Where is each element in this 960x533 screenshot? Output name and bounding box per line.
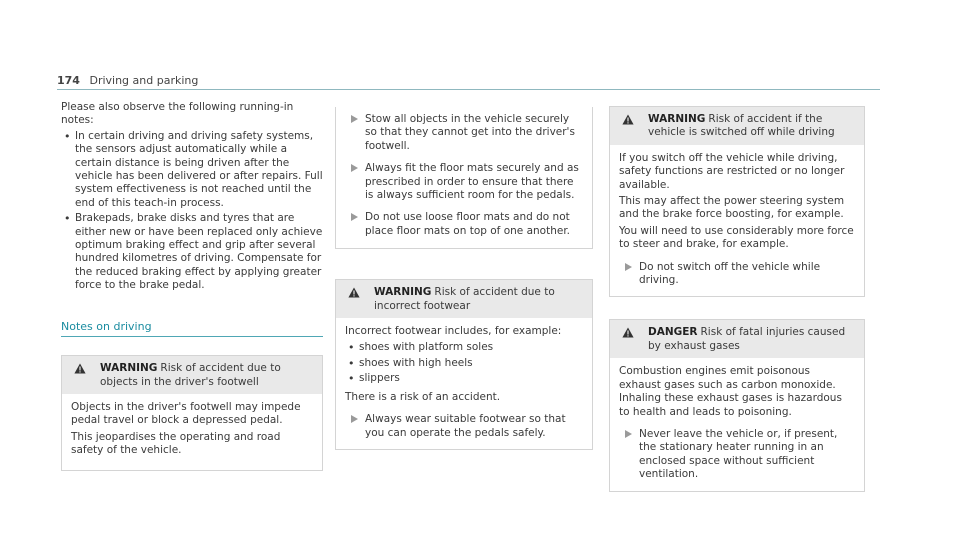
step-arrow-icon bbox=[351, 164, 358, 172]
warning-box-objects bbox=[61, 355, 323, 470]
step-arrow-icon bbox=[625, 263, 632, 271]
warning-paragraph: If you switch off the vehicle while driving, safety functions are restricted or no longer available. bbox=[619, 151, 845, 191]
warning-box-switch-off bbox=[609, 106, 865, 297]
warning-triangle-icon bbox=[74, 363, 86, 374]
warning-body bbox=[610, 145, 864, 297]
warning-paragraph: You will need to use considerably more force to steer and brake, for example. bbox=[619, 224, 854, 251]
warning-keyword: WARNING bbox=[100, 362, 158, 375]
warning-triangle-icon bbox=[622, 327, 634, 338]
instruction-step: Stow all objects in the vehicle securely so that they cannot get into the driver's footwell. bbox=[345, 113, 583, 153]
running-in-intro: Please also observe the following running-in notes: bbox=[61, 101, 294, 127]
warning-keyword: WARNING bbox=[648, 113, 706, 125]
warning-heading: Risk of accident due to incorrect footwear bbox=[374, 286, 555, 312]
warning-header bbox=[62, 356, 322, 394]
danger-paragraph: Combustion engines emit poisonous exhaust gases such as carbon monoxide. Inhaling these exhaust gases is hazardous to health and leads to poisoning. bbox=[619, 365, 842, 418]
warning-header bbox=[610, 107, 864, 145]
section-heading-notes-on-driving: Notes on driving bbox=[61, 320, 323, 337]
danger-body bbox=[610, 358, 864, 490]
warning-paragraph: Incorrect footwear includes, for example: bbox=[345, 325, 562, 338]
warning-header bbox=[336, 280, 592, 318]
chapter-title: Driving and parking bbox=[89, 74, 199, 87]
warning-paragraph: There is a risk of an accident. bbox=[345, 390, 501, 403]
page-header bbox=[57, 74, 198, 87]
instruction-step: Always fit the floor mats securely and as prescribed in order to ensure that there is always sufficient room for the pedals. bbox=[345, 162, 583, 202]
step-arrow-icon bbox=[351, 415, 358, 423]
danger-keyword: DANGER bbox=[648, 326, 698, 339]
list-item: • slippers bbox=[345, 372, 583, 385]
step-arrow-icon bbox=[625, 430, 632, 438]
list-item: • shoes with platform soles bbox=[345, 341, 583, 354]
column-2 bbox=[335, 101, 593, 450]
list-item: • Brakepads, brake disks and tyres that are either new or have been replaced only achieve optimum braking effect and grip after several hundred kilometres of driving. Compensate for the reduced braking effect by applying greater force to the brake pedal. bbox=[61, 212, 323, 292]
instruction-step: Never leave the vehicle or, if present, the stationary heater running in an enclosed space without sufficient ventilation. bbox=[619, 428, 855, 482]
warning-body bbox=[336, 318, 592, 449]
step-arrow-icon bbox=[351, 115, 358, 123]
instruction-step: Do not switch off the vehicle while driving. bbox=[619, 261, 855, 288]
warning-paragraph: This may affect the power steering system and the brake force boosting, for example. bbox=[619, 195, 845, 221]
step-arrow-icon bbox=[351, 213, 358, 221]
warning-heading: Risk of accident if the vehicle is switched off while driving bbox=[648, 113, 835, 139]
list-item: • In certain driving and driving safety systems, the sensors adjust automatically while a certain distance is being driven after the vehicle has been delivered or after repairs. Full system effectiveness is not reached until the end of this teach-in process. bbox=[61, 130, 323, 210]
instruction-step: Do not use loose floor mats and do not place floor mats on top of one another. bbox=[345, 211, 583, 238]
danger-header bbox=[610, 320, 864, 358]
running-in-list bbox=[61, 130, 323, 293]
page-number: 174 bbox=[57, 74, 80, 87]
warning-box-footwear bbox=[335, 279, 593, 450]
warning-paragraph: This jeopardises the operating and road safety of the vehicle. bbox=[71, 430, 281, 457]
warning-triangle-icon bbox=[348, 287, 360, 298]
footwear-list bbox=[345, 341, 583, 385]
column-1 bbox=[61, 101, 323, 471]
column-3 bbox=[609, 101, 865, 492]
list-item: • shoes with high heels bbox=[345, 357, 583, 370]
danger-box-exhaust bbox=[609, 319, 865, 491]
danger-heading: Risk of fatal injuries caused by exhaust gases bbox=[648, 326, 846, 352]
warning-keyword: WARNING bbox=[374, 286, 432, 299]
instruction-step: Always wear suitable footwear so that you can operate the pedals safely. bbox=[345, 413, 583, 440]
header-divider bbox=[57, 89, 880, 90]
warning-body bbox=[62, 394, 322, 470]
warning-triangle-icon bbox=[622, 114, 634, 125]
warning-steps-continued bbox=[335, 107, 593, 249]
warning-heading: Risk of accident due to objects in the driver's footwell bbox=[100, 362, 281, 388]
warning-paragraph: Objects in the driver's footwell may impede pedal travel or block a depressed pedal. bbox=[71, 400, 301, 427]
